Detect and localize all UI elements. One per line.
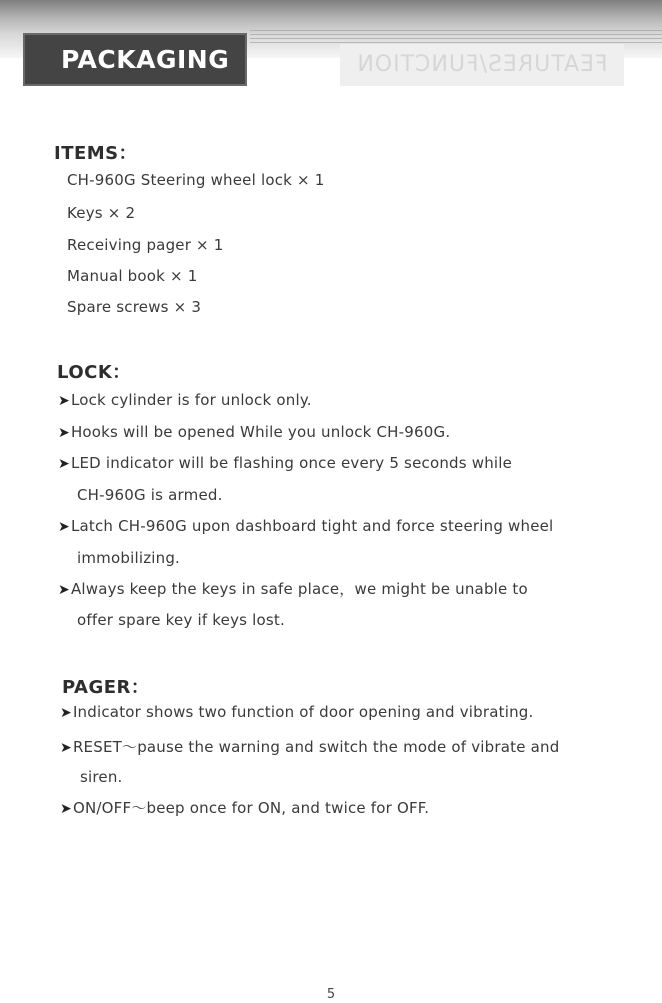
arrow-bullet-icon: ➤ [58,582,70,598]
arrow-bullet-icon: ➤ [58,425,70,441]
items-heading: ITEMS： [54,143,138,164]
arrow-bullet-icon: ➤ [58,519,70,535]
arrow-bullet-icon: ➤ [60,801,72,817]
items-line: Keys × 2 [67,204,136,222]
page-title-text: PACKAGING [61,45,230,74]
header-stripe [250,34,662,35]
header-stripe [250,38,662,39]
pager-line: ➤ON/OFF～beep once for ON, and twice for OFF. [60,799,430,817]
arrow-bullet-icon: ➤ [58,393,70,409]
items-line: Receiving pager × 1 [67,236,224,254]
lock-line: ➤Always keep the keys in safe place，we might be unable to [58,580,528,598]
arrow-bullet-icon: ➤ [60,740,72,756]
items-line: CH-960G Steering wheel lock × 1 [67,171,325,189]
lock-heading: LOCK： [57,362,131,383]
lock-line: ➤Latch CH-960G upon dashboard tight and force steering wheel [58,517,554,535]
items-line: Spare screws × 3 [67,298,202,316]
pager-line: ➤RESET～pause the warning and switch the mode of vibrate and [60,738,560,756]
page-title [23,33,247,86]
items-line: Manual book × 1 [67,267,198,285]
lock-line: ➤LED indicator will be flashing once every 5 seconds while [58,454,513,472]
pager-heading: PAGER： [62,677,150,698]
lock-line-continuation: offer spare key if keys lost. [77,611,285,629]
lock-line: ➤Hooks will be opened While you unlock CH-960G. [58,423,451,441]
bleed-through-title: FEATURES/FUNCTION [340,44,624,86]
lock-line-continuation: immobilizing. [77,549,181,567]
header-stripe [250,30,662,31]
lock-line: ➤Lock cylinder is for unlock only. [58,391,312,409]
pager-line-continuation: siren. [80,768,123,786]
pager-line: ➤Indicator shows two function of door opening and vibrating. [60,703,534,721]
header-stripe [250,42,662,43]
lock-line-continuation: CH-960G is armed. [77,486,223,504]
page-number: 5 [326,987,336,1002]
arrow-bullet-icon: ➤ [60,705,72,721]
arrow-bullet-icon: ➤ [58,456,70,472]
